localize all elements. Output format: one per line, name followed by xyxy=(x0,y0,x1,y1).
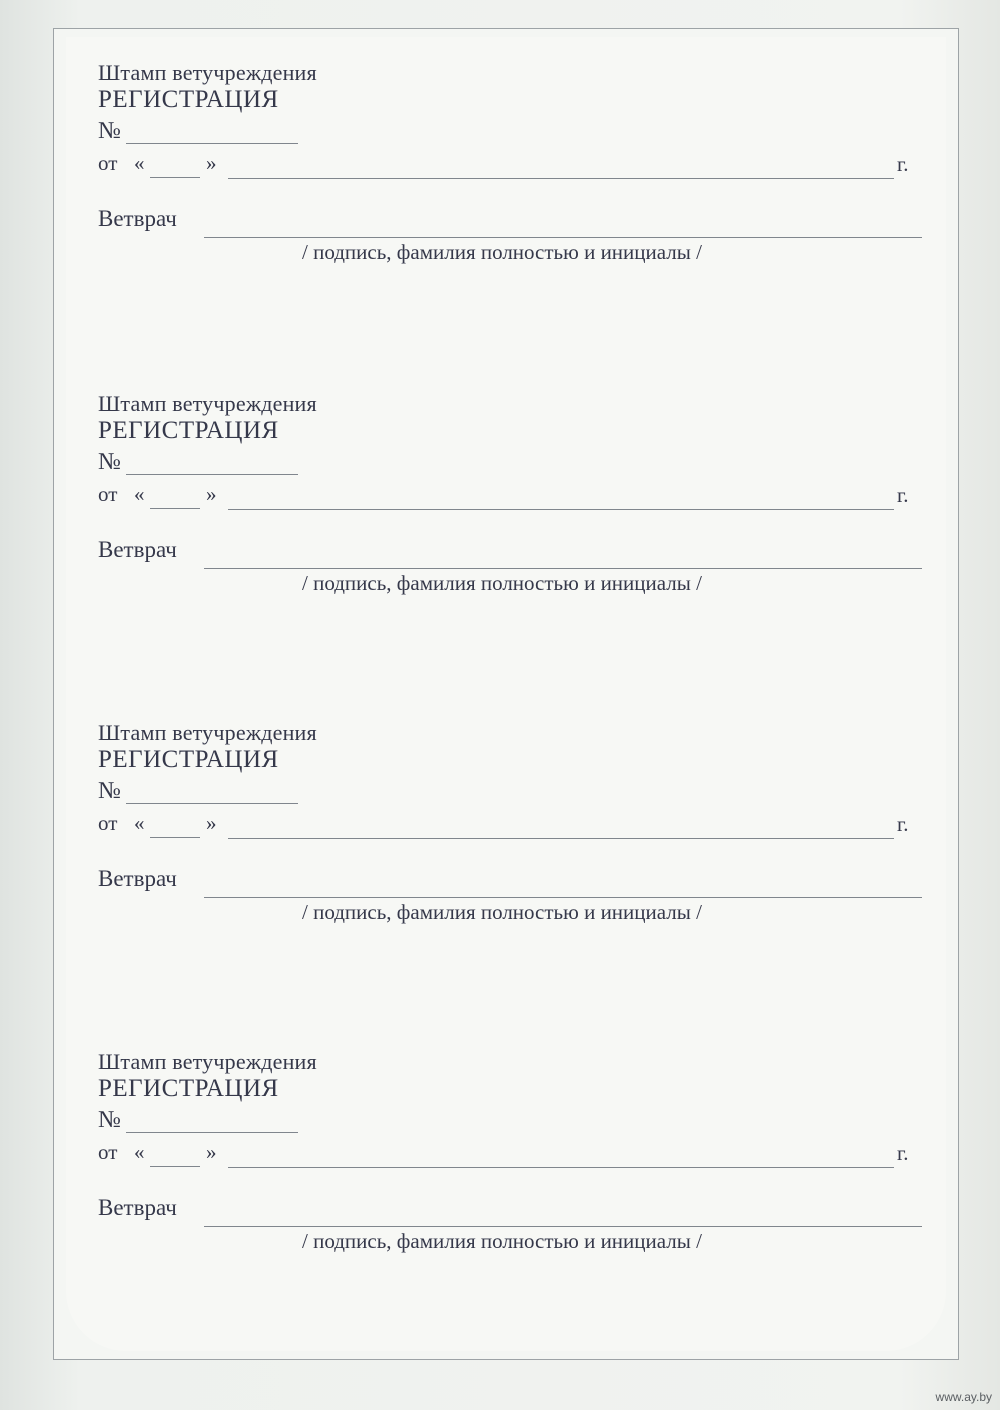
day-field-line[interactable] xyxy=(150,177,200,178)
month-year-field-line[interactable] xyxy=(228,509,894,510)
stamp-label: Штамп ветучреждения xyxy=(98,720,317,745)
registration-block-3 xyxy=(54,720,960,970)
registration-block-1 xyxy=(54,60,960,310)
quote-close: » xyxy=(206,811,217,835)
registration-title: РЕГИСТРАЦИЯ xyxy=(98,1075,279,1102)
number-sign: № xyxy=(98,778,121,804)
registration-block-4 xyxy=(54,1049,960,1299)
quote-close: » xyxy=(206,482,217,506)
date-from-label: от xyxy=(98,811,118,835)
year-suffix: г. xyxy=(897,152,909,176)
year-suffix: г. xyxy=(897,1141,909,1165)
day-field-line[interactable] xyxy=(150,508,200,509)
quote-close: » xyxy=(206,151,217,175)
date-from-label: от xyxy=(98,482,118,506)
number-field-line[interactable] xyxy=(126,143,298,144)
vet-signature-line[interactable] xyxy=(204,1226,922,1227)
number-field-line[interactable] xyxy=(126,1132,298,1133)
month-year-field-line[interactable] xyxy=(228,1167,894,1168)
month-year-field-line[interactable] xyxy=(228,838,894,839)
quote-open: « xyxy=(134,811,145,835)
date-from-label: от xyxy=(98,1140,118,1164)
vet-label: Ветврач xyxy=(98,866,177,891)
quote-open: « xyxy=(134,151,145,175)
stamp-label: Штамп ветучреждения xyxy=(98,391,317,416)
vet-label: Ветврач xyxy=(98,537,177,562)
quote-close: » xyxy=(206,1140,217,1164)
registration-form-page xyxy=(53,28,959,1360)
number-field-line[interactable] xyxy=(126,803,298,804)
year-suffix: г. xyxy=(897,483,909,507)
number-sign: № xyxy=(98,449,121,475)
number-field-line[interactable] xyxy=(126,474,298,475)
registration-title: РЕГИСТРАЦИЯ xyxy=(98,746,279,773)
registration-title: РЕГИСТРАЦИЯ xyxy=(98,86,279,113)
number-sign: № xyxy=(98,1107,121,1133)
vet-label: Ветврач xyxy=(98,206,177,231)
day-field-line[interactable] xyxy=(150,837,200,838)
year-suffix: г. xyxy=(897,812,909,836)
day-field-line[interactable] xyxy=(150,1166,200,1167)
number-sign: № xyxy=(98,118,121,144)
stamp-label: Штамп ветучреждения xyxy=(98,1049,317,1074)
watermark: www.ay.by xyxy=(935,1390,992,1404)
quote-open: « xyxy=(134,1140,145,1164)
registration-title: РЕГИСТРАЦИЯ xyxy=(98,417,279,444)
vet-signature-line[interactable] xyxy=(204,237,922,238)
stamp-label: Штамп ветучреждения xyxy=(98,60,317,85)
signature-hint: / подпись, фамилия полностью и инициалы / xyxy=(302,1229,702,1253)
quote-open: « xyxy=(134,482,145,506)
month-year-field-line[interactable] xyxy=(228,178,894,179)
date-from-label: от xyxy=(98,151,118,175)
registration-block-2 xyxy=(54,391,960,641)
vet-signature-line[interactable] xyxy=(204,568,922,569)
signature-hint: / подпись, фамилия полностью и инициалы / xyxy=(302,900,702,924)
vet-signature-line[interactable] xyxy=(204,897,922,898)
signature-hint: / подпись, фамилия полностью и инициалы / xyxy=(302,240,702,264)
vet-label: Ветврач xyxy=(98,1195,177,1220)
signature-hint: / подпись, фамилия полностью и инициалы / xyxy=(302,571,702,595)
